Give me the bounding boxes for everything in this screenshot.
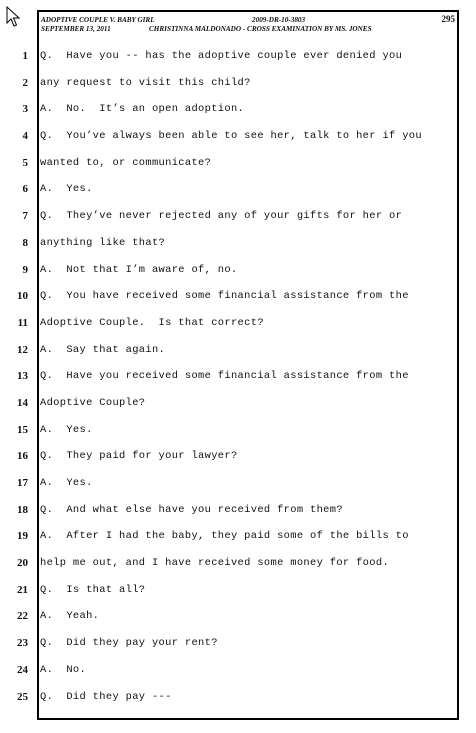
line-number: 11 bbox=[17, 316, 28, 329]
line-text: A. Yes. bbox=[40, 183, 93, 196]
line-number: 6 bbox=[22, 183, 28, 196]
line-text: A. Yeah. bbox=[40, 610, 100, 623]
transcript-line bbox=[0, 284, 476, 311]
transcript-line bbox=[0, 418, 476, 445]
transcript-line bbox=[0, 631, 476, 658]
transcript-line bbox=[0, 658, 476, 685]
transcript-line bbox=[0, 471, 476, 498]
line-number: 12 bbox=[17, 343, 28, 356]
line-text: A. Yes. bbox=[40, 477, 93, 489]
line-number: 15 bbox=[17, 423, 28, 436]
transcript-line bbox=[0, 204, 476, 231]
transcript-header bbox=[41, 16, 461, 42]
line-text: A. No. It’s an open adoption. bbox=[40, 103, 245, 116]
transcript-line bbox=[0, 685, 476, 712]
line-text: Q. Did they pay your rent? bbox=[40, 637, 218, 650]
line-text: A. No. bbox=[40, 663, 87, 676]
transcript-line bbox=[0, 44, 476, 71]
transcript-line bbox=[0, 444, 476, 471]
line-text: A. Not that I’m aware of, no. bbox=[40, 263, 238, 276]
line-text: A. Say that again. bbox=[40, 343, 166, 356]
line-number: 19 bbox=[17, 530, 28, 543]
transcript-line bbox=[0, 231, 476, 258]
page-number: 295 bbox=[441, 14, 455, 24]
line-number: 1 bbox=[22, 50, 28, 62]
mouse-cursor-icon bbox=[6, 6, 22, 28]
line-number: 21 bbox=[17, 583, 28, 596]
line-text: help me out, and I have received some money for food. bbox=[40, 557, 390, 570]
transcript-line bbox=[0, 578, 476, 605]
line-number: 3 bbox=[22, 103, 28, 116]
transcript-line bbox=[0, 551, 476, 578]
transcript-line bbox=[0, 177, 476, 204]
line-text: Q. They’ve never rejected any of your gifts for her or bbox=[40, 210, 403, 223]
line-text: Q. They paid for your lawyer? bbox=[40, 450, 238, 463]
line-number: 9 bbox=[22, 263, 28, 276]
witness-examination: CHRISTINNA MALDONADO - CROSS EXAMINATION BY MS. JONES bbox=[149, 25, 372, 33]
transcript-line bbox=[0, 524, 476, 551]
line-number: 5 bbox=[22, 156, 28, 169]
line-number: 14 bbox=[17, 396, 28, 409]
transcript-line bbox=[0, 71, 476, 98]
line-text: wanted to, or communicate? bbox=[40, 156, 212, 169]
line-number: 13 bbox=[17, 370, 28, 383]
transcript-lines bbox=[0, 44, 476, 711]
case-number: 2009-DR-10-3803 bbox=[252, 16, 306, 24]
line-number: 24 bbox=[17, 663, 28, 676]
hearing-date: SEPTEMBER 13, 2011 bbox=[41, 25, 111, 33]
transcript-line bbox=[0, 97, 476, 124]
line-text: Q. Have you -- has the adoptive couple ever denied you bbox=[40, 50, 403, 62]
line-text: A. After I had the baby, they paid some of the bills to bbox=[40, 530, 409, 543]
line-number: 22 bbox=[17, 610, 28, 623]
line-number: 17 bbox=[17, 477, 28, 489]
transcript-line bbox=[0, 391, 476, 418]
line-text: Q. You’ve always been able to see her, talk to her if you bbox=[40, 130, 422, 143]
line-number: 7 bbox=[22, 210, 28, 223]
line-text: Q. And what else have you received from them? bbox=[40, 503, 343, 516]
transcript-line bbox=[0, 604, 476, 631]
transcript-line bbox=[0, 364, 476, 391]
line-number: 8 bbox=[22, 236, 28, 249]
line-text: any request to visit this child? bbox=[40, 76, 251, 89]
case-title: ADOPTIVE COUPLE V. BABY GIRL bbox=[41, 16, 155, 24]
line-text: Q. Is that all? bbox=[40, 583, 146, 596]
transcript-line bbox=[0, 151, 476, 178]
transcript-line bbox=[0, 311, 476, 338]
line-text: Q. Have you received some financial assistance from the bbox=[40, 370, 409, 383]
line-text: Adoptive Couple? bbox=[40, 396, 146, 409]
line-text: A. Yes. bbox=[40, 423, 93, 436]
line-text: Q. You have received some financial assistance from the bbox=[40, 290, 409, 303]
line-number: 10 bbox=[17, 290, 28, 303]
line-number: 25 bbox=[17, 690, 28, 703]
line-number: 4 bbox=[22, 130, 28, 143]
transcript-line bbox=[0, 338, 476, 365]
line-number: 18 bbox=[17, 503, 28, 516]
line-text: anything like that? bbox=[40, 236, 166, 249]
line-text: Q. Did they pay --- bbox=[40, 690, 172, 703]
transcript-line bbox=[0, 258, 476, 285]
line-number: 23 bbox=[17, 637, 28, 650]
transcript-line bbox=[0, 498, 476, 525]
line-number: 16 bbox=[17, 450, 28, 463]
line-text: Adoptive Couple. Is that correct? bbox=[40, 316, 264, 329]
line-number: 2 bbox=[22, 76, 28, 89]
line-number: 20 bbox=[17, 557, 28, 570]
transcript-line bbox=[0, 124, 476, 151]
